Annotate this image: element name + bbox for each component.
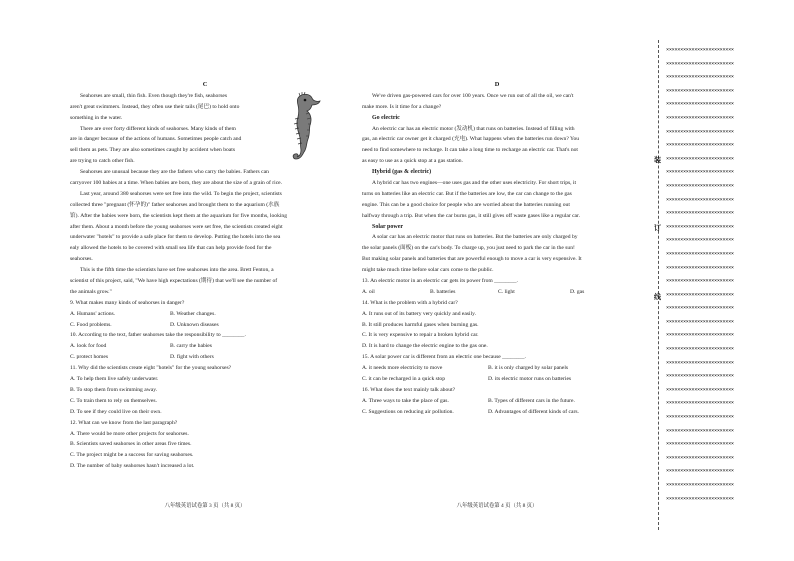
option: D. its electric motor runs on batteries <box>488 376 572 383</box>
text-line: A hybrid car has two engines—one uses gas and the other uses electricity. For short trips, it <box>372 180 577 187</box>
option-row <box>70 352 340 363</box>
x-row: ×××××××××××××××××××××××× <box>666 359 734 366</box>
passage-c-p3 <box>70 167 340 189</box>
question-stem: 16. What does the text mainly talk about? <box>362 386 456 393</box>
option: C. Food problems. <box>70 321 112 328</box>
x-row: ×××××××××××××××××××××××× <box>666 373 734 380</box>
binding-line <box>658 40 659 530</box>
option: D. gas <box>570 288 585 295</box>
text-line: Seahorses are small, thin fish. Even though they're fish, seahorses <box>80 92 228 99</box>
x-row: ×××××××××××××××××××××××× <box>666 237 734 244</box>
question-stem: 10. According to the text, father seahorses take the responsibility to ________. <box>70 332 246 339</box>
option-row <box>70 309 340 320</box>
option-row <box>70 341 340 352</box>
option-row <box>70 320 340 331</box>
x-row: ×××××××××××××××××××××××× <box>666 196 734 203</box>
question-16 <box>362 385 632 418</box>
option: C. it can be recharged in a quick stop <box>362 376 445 383</box>
binding-label-zhuang: 装 <box>654 156 661 164</box>
x-row: ×××××××××××××××××××××××× <box>666 128 734 135</box>
passage-d-heading: D <box>494 81 500 88</box>
text-line: But making solar panels and batteries that are powerful enough to move a car is very expensive. It <box>362 256 582 263</box>
text-line: halfway through a trip. But when the car burns gas, it still gives off waste gases like a regular car. <box>362 212 580 219</box>
question-stem: 9. What makes many kinds of seahorses in danger? <box>70 299 185 306</box>
option: B. It still produces harmful gases when burning gas. <box>362 321 479 328</box>
x-row: ×××××××××××××××××××××××× <box>666 223 734 230</box>
option: A. To help them live safely underwater. <box>70 376 159 383</box>
question-stem: 13. An electric motor in an electric car gets its power from ________. <box>362 278 518 285</box>
question-13 <box>362 276 632 298</box>
question-stem: 12. What can we know from the last paragraph? <box>70 419 178 426</box>
option: C. light <box>498 288 515 295</box>
option: B. Weather changes. <box>170 310 216 317</box>
text-line: ealy allowed the hotels to be covered with small sea life that can help provide food for the <box>70 245 272 252</box>
x-row: ×××××××××××××××××××××××× <box>666 278 734 285</box>
x-row: ×××××××××××××××××××××××× <box>666 454 734 461</box>
text-line: Last year, around 380 seahorses were set free into the wild. To begin the project, scientists <box>80 190 282 197</box>
question-11 <box>70 363 340 417</box>
binding-label-xian: 线 <box>654 293 661 301</box>
text-line: the animals grow." <box>70 288 112 295</box>
option-row <box>362 396 632 407</box>
x-row: ×××××××××××××××××××××××× <box>666 182 734 189</box>
x-row: ×××××××××××××××××××××××× <box>666 264 734 271</box>
text-line: A solar car has an electric motor that runs on batteries. But the batteries are only charged by <box>372 234 578 241</box>
question-stem: 14. What is the problem with a hybrid car? <box>362 299 458 306</box>
x-row: ×××××××××××××××××××××××× <box>666 318 734 325</box>
text-line: seahorses. <box>70 256 93 263</box>
x-row: ×××××××××××××××××××××××× <box>666 210 734 217</box>
text-line: after them. About a month before the young seahorses were set free, the scientists created eight <box>70 223 283 230</box>
question-stem: 11. Why did the scientists create eight "hotels" for the young seahorses? <box>70 365 232 372</box>
x-row: ×××××××××××××××××××××××× <box>666 441 734 448</box>
text-line: need to find somewhere to recharge. It can take a long time to recharge an electric car. That's not <box>362 147 578 154</box>
option: A. It runs out of its battery very quickly and easily. <box>362 310 476 317</box>
section-title-solar: Solar power <box>372 223 404 230</box>
x-row: ×××××××××××××××××××××××× <box>666 250 734 257</box>
binding-label-ding: 订 <box>654 224 661 232</box>
x-row: ×××××××××××××××××××××××× <box>666 495 734 502</box>
option: A. oil <box>362 288 375 295</box>
x-row: ×××××××××××××××××××××××× <box>666 346 734 353</box>
x-row: ×××××××××××××××××××××××× <box>666 305 734 312</box>
text-line: engine. This can be a good choice for people who are worried about the batteries running out <box>362 201 570 208</box>
section-title-electric: Go electric <box>372 114 400 121</box>
text-line: are in danger because of the actions of humans. Sometimes people catch and <box>70 136 242 143</box>
x-row: ×××××××××××××××××××××××× <box>666 155 734 162</box>
x-row: ×××××××××××××××××××××××× <box>666 74 734 81</box>
x-row: ×××××××××××××××××××××××× <box>666 60 734 67</box>
x-row: ×××××××××××××××××××××××× <box>666 114 734 121</box>
text-line: This is the fifth time the scientists have set free seahorses into the area. Brett Fenton, a <box>80 267 274 274</box>
text-line: There are over forty different kinds of seahorses. Many kinds of them <box>80 125 236 132</box>
text-line: 馆). After the babies were born, the scientists kept them at the aquarium for five months, looking <box>70 212 288 219</box>
x-row: ×××××××××××××××××××××××× <box>666 332 734 339</box>
x-row: ×××××××××××××××××××××××× <box>666 291 734 298</box>
option: B. Types of different cars in the future. <box>488 397 575 404</box>
option: A. There would be more other projects for seahorses. <box>70 430 189 437</box>
question-stem: 15. A solar power car is different from an electric one because ________. <box>362 354 526 361</box>
option: B. To stop them from swimming away. <box>70 386 158 393</box>
option: B. Scientists saved seahorses in other areas five times. <box>70 441 192 448</box>
option: C. It is very expensive to repair a broken hybrid car. <box>362 332 479 339</box>
passage-c-p5 <box>70 265 340 298</box>
text-line: as easy to use as a quick stop at a gas station. <box>362 158 463 165</box>
text-line: the solar panels (面板) on the car's body. To charge up, you just need to park the car in the sun! <box>362 245 575 252</box>
option-row <box>362 374 632 385</box>
binding-x-marks <box>666 44 746 506</box>
right-column <box>362 80 632 418</box>
x-row: ×××××××××××××××××××××××× <box>666 87 734 94</box>
passage-c-p4 <box>70 189 340 265</box>
text-line: might take much time before solar cars come to the public. <box>362 267 494 274</box>
option: D. fight with others <box>170 354 214 361</box>
text-line: underwater "hotels" to provide a safe place for them to develop. Putting the hotels into the sea <box>70 234 281 241</box>
seahorse-illustration <box>286 92 322 164</box>
x-row: ×××××××××××××××××××××××× <box>666 47 734 53</box>
x-row: ×××××××××××××××××××××××× <box>666 142 734 149</box>
text-line: are trying to catch other fish. <box>70 158 135 165</box>
option: C. To train them to rely on themselves. <box>70 397 157 404</box>
x-row: ×××××××××××××××××××××××× <box>666 400 734 407</box>
x-row: ×××××××××××××××××××××××× <box>666 482 734 488</box>
option: A. Three ways to take the place of gas. <box>362 397 449 404</box>
option: D. Advantages of different kinds of cars. <box>488 408 579 415</box>
question-9 <box>70 298 340 331</box>
option: A. Humans' actions. <box>70 310 116 317</box>
text-line: something in the water. <box>70 114 123 121</box>
text-line: turns on batteries like an electric car. But if the batteries are low, the car can change to the gas <box>362 190 572 197</box>
option-row <box>362 407 632 418</box>
option: D. Unknown diseases <box>170 321 219 328</box>
text-line: An electric car has an electric motor (发动机) that runs on batteries. Instead of filling with <box>372 125 575 132</box>
text-line: aren't great swimmers. Instead, they often use their tails (尾巴) to hold onto <box>70 103 240 110</box>
option: B. carry the babies <box>170 343 212 350</box>
text-line: collected three "pregnant (怀孕的)" father seahorses and brought them to the aquarium (水族 <box>70 201 280 208</box>
option: D. To see if they could live on their own. <box>70 408 162 415</box>
page-footer-right: 八年级英语试卷第 4 页（共 8 页） <box>456 503 538 509</box>
option: C. Suggestions on reducing air pollution. <box>362 408 454 415</box>
text-line: make more. Is it time for a change? <box>362 103 442 110</box>
x-row: ×××××××××××××××××××××××× <box>666 414 734 421</box>
question-12 <box>70 418 340 472</box>
option: D. It is hard to change the electric engine to the gas one. <box>362 343 488 350</box>
x-row: ×××××××××××××××××××××××× <box>666 169 734 176</box>
text-line: sell them as pets. They are also sometimes caught by accident when boats <box>70 147 236 154</box>
option: A. it needs more electricity to move <box>362 365 443 372</box>
option: B. it is only charged by solar panels <box>488 365 569 372</box>
x-row: ×××××××××××××××××××××××× <box>666 386 734 393</box>
text-line: gas, an electric car owner get it charged (充电). What happens when the batteries run down? You <box>362 136 580 143</box>
x-row: ×××××××××××××××××××××××× <box>666 101 734 108</box>
text-line: carryover 100 babies at a time. When babies are born, they are about the size of a grain of rice. <box>70 180 283 187</box>
option: C. The project might be a success for saving seahorses. <box>70 452 194 459</box>
option-row <box>362 287 632 298</box>
question-15 <box>362 352 632 385</box>
option-row <box>362 363 632 374</box>
x-row: ×××××××××××××××××××××××× <box>666 468 734 475</box>
option: B. batteries <box>430 288 456 295</box>
page-footer-left: 八年级英语试卷第 3 页（共 8 页） <box>164 503 246 509</box>
passage-c-heading: C <box>202 81 208 88</box>
option: C. protect homes <box>70 354 109 361</box>
text-line: Seahorses are unusual because they are the fathers who carry the babies. Fathers can <box>80 169 269 176</box>
x-row: ×××××××××××××××××××××××× <box>666 427 734 434</box>
text-line: We've driven gas-powered cars for over 100 years. Once we run out of all the oil, we can't <box>372 92 574 99</box>
text-line: scientist of this project, said, "We have high expectations (期待) that we'll see the number of <box>70 278 278 285</box>
question-10 <box>70 330 340 363</box>
option: D. The number of baby seahorses hasn't increased a lot. <box>70 463 195 470</box>
question-14 <box>362 298 632 352</box>
option: A. look for food <box>70 343 107 350</box>
section-title-hybrid: Hybrid (gas & electric) <box>372 169 432 176</box>
